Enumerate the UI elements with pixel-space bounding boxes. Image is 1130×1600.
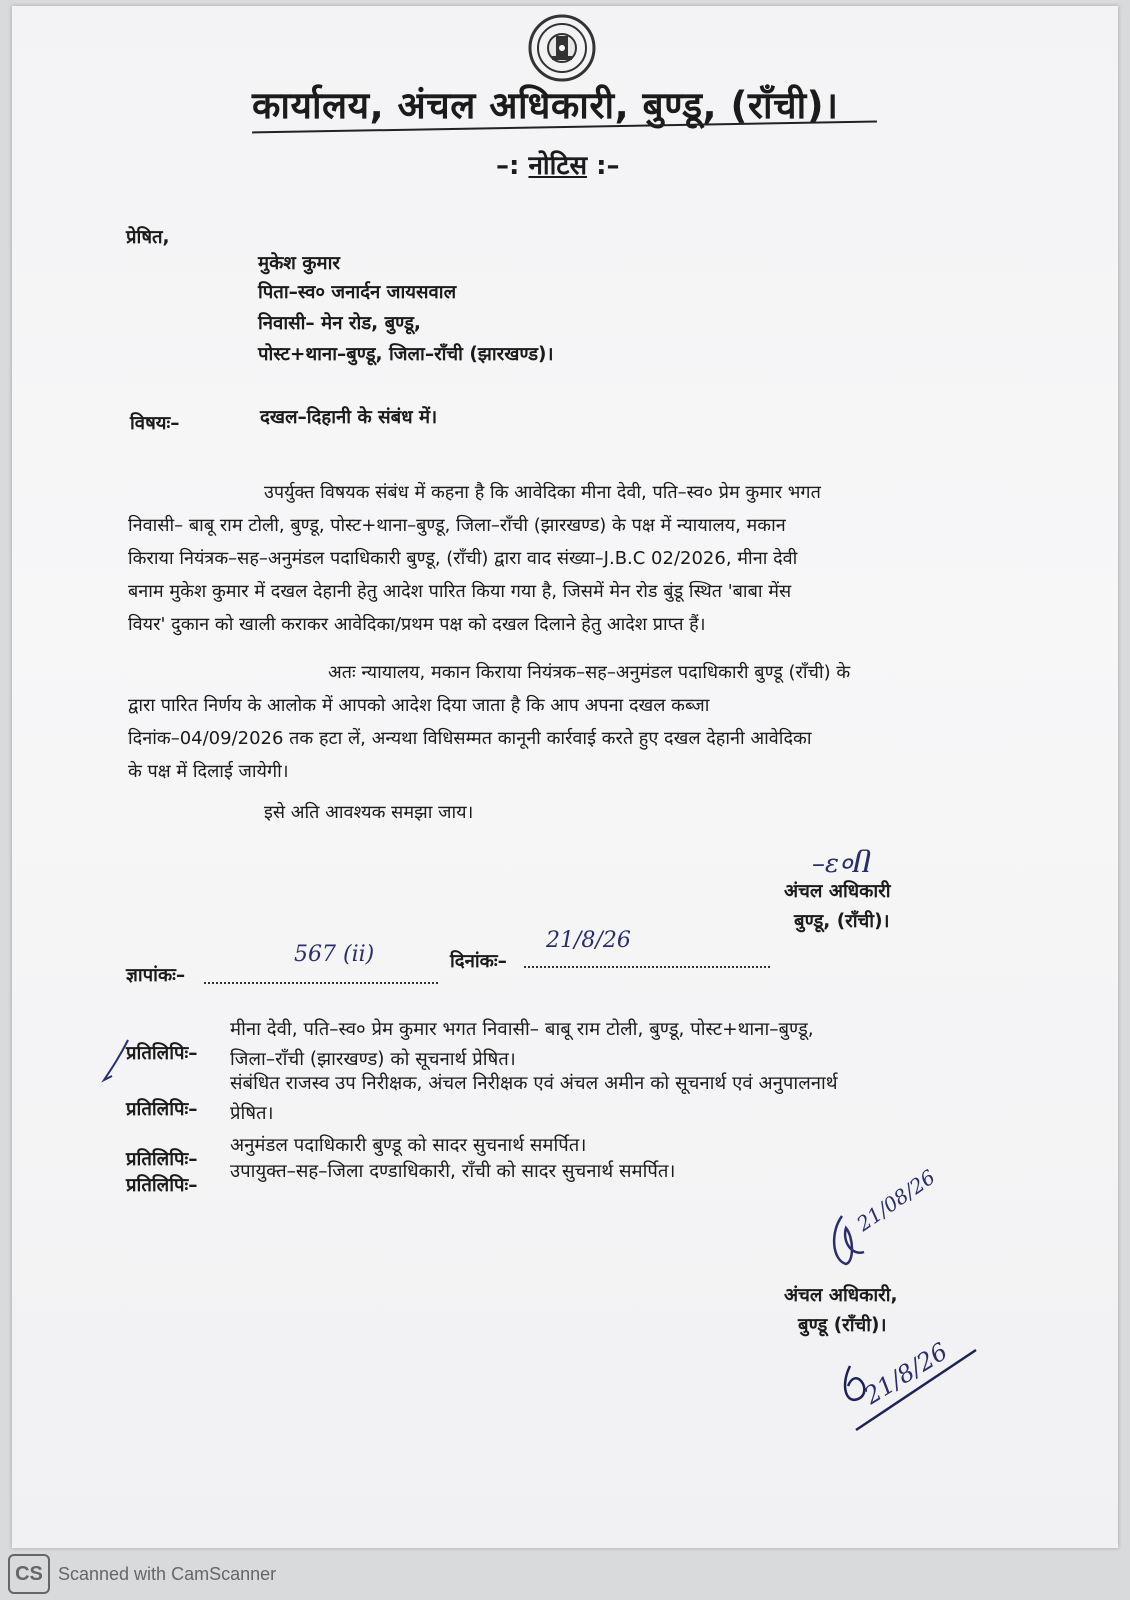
- memo-number-line: [204, 982, 438, 984]
- signature1-place: बुण्डू, (राँची)।: [794, 911, 890, 932]
- closing-line: इसे अति आवश्यक समझा जाय।: [264, 802, 474, 823]
- para1-line: वियर' दुकान को खाली कराकर आवेदिका/प्रथम पक्ष को दखल दिलाने हेतु आदेश प्राप्त हैं।: [128, 614, 706, 635]
- recipient-name: मुकेश कुमार: [258, 253, 340, 274]
- para1-line: किराया नियंत्रक–सह–अनुमंडल पदाधिकारी बुण्डू, (राँची) द्वारा वाद संख्या–J.B.C 02/2026, मीना देवी: [128, 548, 798, 569]
- officer-initials: –ε०Ⴖ: [812, 849, 872, 879]
- office-title: कार्यालय, अंचल अधिकारी, बुण्डू, (राँची)।: [252, 84, 839, 127]
- para2-line: के पक्ष में दिलाई जायेगी।: [128, 761, 289, 782]
- memo-date-label: दिनांकः–: [450, 951, 507, 972]
- subject-text: दखल–दिहानी के संबंध में।: [260, 407, 438, 428]
- camscanner-logo-icon: CS: [8, 1554, 50, 1594]
- copy-item-3: अनुमंडल पदाधिकारी बुण्डू को सादर सुचनार्थ समर्पित।: [230, 1135, 587, 1156]
- signature1-designation: अंचल अधिकारी: [784, 881, 891, 902]
- para2-line: दिनांक–04/09/2026 तक हटा लें, अन्यथा विधिसम्मत कानूनी कार्रवाई करते हुए दखल देहानी आवेदिका: [128, 728, 812, 749]
- bottom-signature-date: 21/8/26: [859, 1337, 953, 1410]
- copy-item-1-line1: मीना देवी, पति–स्व० प्रेम कुमार भगत निवासी– बाबू राम टोली, बुण्डू, पोस्ट+थाना–बुण्डू,: [230, 1019, 814, 1040]
- para2-line: अतः न्यायालय, मकान किराया नियंत्रक–सह–अनुमंडल पदाधिकारी बुण्डू (राँची) के: [328, 662, 851, 683]
- para1-line: निवासी– बाबू राम टोली, बुण्डू, पोस्ट+थाना–बुण्डू, जिला–राँची (झारखण्ड) के पक्ष में न्यायालय, मकान: [128, 515, 786, 536]
- memo-date-line: [524, 966, 770, 968]
- recipient-father: पिता–स्व० जनार्दन जायसवाल: [258, 282, 457, 303]
- copy-label: प्रतिलिपिः–: [126, 1149, 198, 1170]
- copy-item-1-line2: जिला–राँची (झारखण्ड) को सूचनार्थ प्रेषित।: [230, 1049, 516, 1070]
- signature2-place: बुण्डू (राँची)।: [798, 1315, 887, 1336]
- para2-line: द्वारा पारित निर्णय के आलोक में आपको आदेश दिया जाता है कि आप अपना दखल कब्जा: [128, 695, 710, 716]
- para1-line: बनाम मुकेश कुमार में दखल देहानी हेतु आदेश पारित किया गया है, जिसमें मेन रोड बुंडू स्थित 'बाबा मेंस: [128, 581, 792, 602]
- copy-item-2-line2: प्रेषित।: [230, 1103, 274, 1124]
- notice-right-mark: :–: [596, 151, 620, 181]
- notice-word: नोटिस: [528, 151, 588, 181]
- recipient-post-district: पोस्ट+थाना–बुण्डू, जिला–राँची (झारखण्ड)।: [258, 344, 554, 365]
- subject-label: विषयः–: [130, 413, 180, 434]
- memo-number-value: 567 (ii): [294, 942, 375, 967]
- para1-line: उपर्युक्त विषयक संबंध में कहना है कि आवेदिका मीना देवी, पति–स्व० प्रेम कुमार भगत: [264, 482, 821, 503]
- copy-item-4: उपायुक्त–सह–जिला दण्डाधिकारी, राँची को सादर सुचनार्थ समर्पित।: [230, 1161, 676, 1182]
- signature2-designation: अंचल अधिकारी,: [784, 1285, 898, 1306]
- handwritten-tick-mark: [100, 1036, 140, 1086]
- copy-label: प्रतिलिपिः–: [126, 1175, 198, 1196]
- recipient-label: प्रेषित,: [126, 227, 170, 248]
- recipient-residence: निवासी– मेन रोड, बुण्डू,: [258, 313, 421, 334]
- copy-label: प्रतिलिपिः–: [126, 1099, 198, 1120]
- state-emblem-seal-icon: [522, 14, 602, 82]
- memo-date-value: 21/8/26: [546, 928, 631, 953]
- camscanner-text: Scanned with CamScanner: [58, 1563, 277, 1584]
- copy-item-2-line1: संबंधित राजस्व उप निरीक्षक, अंचल निरीक्षक एवं अंचल अमीन को सूचनार्थ एवं अनुपालनार्थ: [230, 1073, 838, 1094]
- copy-label: प्रतिलिपिः–: [126, 1043, 198, 1064]
- camscanner-watermark: [8, 1554, 276, 1594]
- notice-heading: [496, 146, 620, 182]
- notice-left-mark: –:: [496, 151, 520, 181]
- notice-document: [12, 6, 1118, 1548]
- signature-date-scribble: 21/08/26: [852, 1164, 940, 1236]
- memo-number-label: ज्ञापांकः–: [126, 965, 186, 986]
